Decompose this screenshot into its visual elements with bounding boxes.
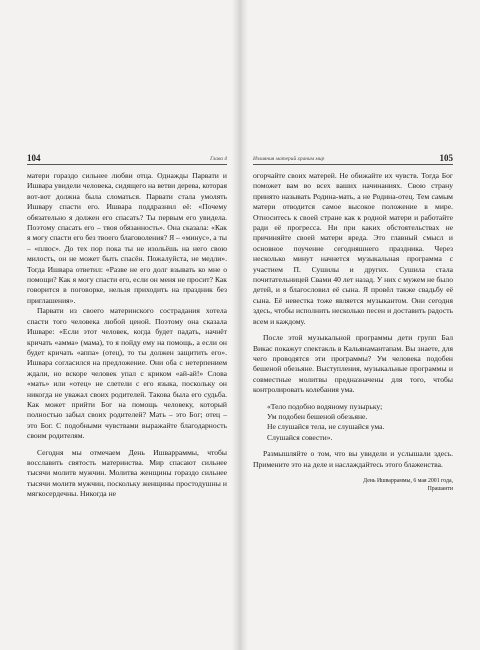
poem-line: Ум подобен бешеной обезьяне. [267,411,368,421]
poem-line: Слушайся совести». [267,432,333,442]
left-paragraph-2: Парвати из своего материнского сострадания хотела спасти того человека любой ценой. Поэтому она сказала Ишваре: «Если этот человек, когда будет падать, начнёт кричать «амма» (мама), то я пойду ему на помощь, а если он будет кричать «аппа» (отец), то ты должен защитить его». Ишвара согласился на предложение. Они оба с нетерпением ждали, но вскоре человек упал с криком «ай-ай!» Слова «мать» или «отец» не слетели с его языка, поскольку он никогда не уважал своих родителей. Такова была его судьба. Как может прийти Бог на помощь человеку, который полностью забыл своих родителей? Мать – это Бог; отец – это Бог. С подобными чувствами выражайте благодарность своим родителям. [27,306,227,441]
signature-date: День Ишварраммы, 6 мая 2001 года, [363,477,453,484]
right-closing-paragraph: Размышляйте о том, что вы увидели и услышали здесь. Примените это на деле и наслаждайтесь этого блаженства. [253,449,453,469]
left-running-header: Глава 4 [210,156,227,162]
right-paragraph-2: После этой музыкальной программы дети групп Бал Викас покажут спектакль в Кальянамантапам. Вы знаете, для чего проводятся эти программы? Ум человека подобен бешеной обезьяне. Выступления, музыкальные программы и совместные молитвы предназначены для того, чтобы контролировать колебания ума. [253,333,453,395]
left-page [27,150,227,500]
signature-place: Прашанти [427,485,453,492]
right-page-header [253,150,453,165]
poem-line: «Тело подобно водяному пузырьку; [267,401,383,411]
book-gutter [232,0,248,650]
discourse-signature [253,477,453,493]
right-running-header: Излияния материй храним мир [253,156,325,162]
left-paragraph-3: Сегодня мы отмечаем День Ишварраммы, чтобы восславить святость материнства. Мир спасают сильнее тысячи молитв мужчин. Молитва женщины гораздо сильнее тысячи молитв мужчин, поскольку женщины простодушны и мягкосердечны. Никогда не [27,447,227,499]
left-paragraph-1: матери гораздо сильнее любви отца. Однажды Парвати и Ишвара увидели человека, сидящего на ветви дерева, которая вот-вот должна была сломаться. Парвати стала умолять Ишвару спасти его. Ишвара поддразнил её: «Почему обязательно я должен его спасать? Ты первым его увидела. Поэтому спасать его – твоя обязанность». Она сказала: «Как я могу спасти его без твоего благоволения? Я – «минус», а ты – «плюс». До тех пор пока ты не изольёшь на него свою милость, он не может быть спасён. Пожалуйста, не медли». Тогда Ишвара ответил: «Разве не его долг взывать ко мне о помощи? Как я могу спасти его, если он меня не просит? Как говорится в поговорке, нельзя приходить на праздник без приглашения». [27,171,227,305]
right-page-number: 105 [439,153,453,163]
left-page-header [27,150,227,165]
right-page [253,150,453,493]
poem-line: Не слушайся тела, не слушайся ума. [267,422,385,432]
right-paragraph-1: огорчайте своих матерей. Не обижайте их чувств. Тогда Бог поможет вам во всех ваших начинаниях. Свою страну принято называть Родина-мать, а не Родина-отец. Тем самым матери отводится самое высокое положение в мире. Относитесь к своей стране как к родной матери и работайте ради её прогресса. Ни при каких обстоятельствах не причиняйте своей матери вреда. Это главный смысл и основное поучение сегодняшнего праздника. Через несколько минут начнется музыкальная программа с участием П. Сушилы и других. Сушила стала почитательницей Свами 40 лет назад. У них с мужем не было детей, и я благословил её сына. Я провёл также свадьбу её сына. Её невестка тоже является музыкантом. Они сегодня здесь, чтобы исполнить несколько песен и доставить радость всем и каждому. [253,171,453,326]
left-page-number: 104 [27,153,41,163]
poem-quote [267,402,453,444]
